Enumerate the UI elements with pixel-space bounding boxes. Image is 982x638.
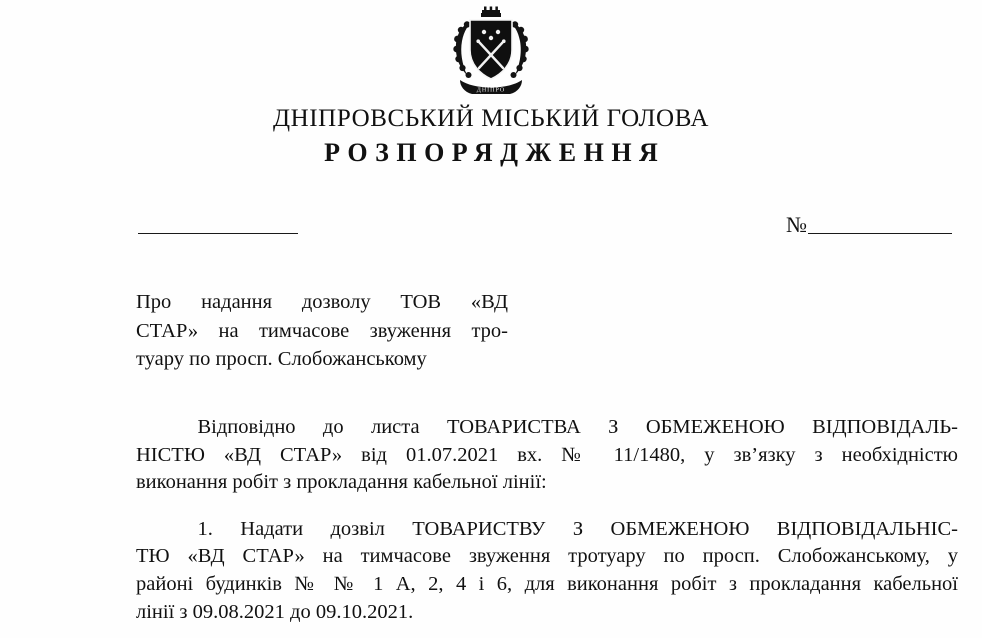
subject-line-3: туару по просп. Слобожанському (136, 348, 427, 370)
number-blank-line (808, 233, 952, 234)
paragraph-1-line-2: НІСТЮ «ВД СТАР» від 01.07.2021 вх. № 11/1480, у зв’язку з необхідністю (136, 443, 958, 466)
document-header (0, 104, 982, 170)
document-body (136, 414, 958, 626)
svg-text:ДНІПРО: ДНІПРО (476, 87, 506, 94)
date-blank-line (138, 233, 298, 234)
body-paragraph-1 (136, 414, 958, 497)
paragraph-1-line-1: Відповідно до листа ТОВАРИСТВА З ОБМЕЖЕНОЮ ВІДПОВІДАЛЬ- (136, 416, 958, 438)
document-subject (136, 288, 508, 374)
emblem-container (0, 6, 982, 98)
date-and-number-row (0, 214, 982, 244)
body-paragraph-2 (136, 516, 958, 626)
paragraph-2-line-4: лінії з 09.08.2021 до 09.10.2021. (136, 600, 414, 623)
paragraph-2-line-3: районі будинків № № 1 А, 2, 4 і 6, для виконання робіт з прокладання кабельної (136, 572, 958, 595)
subject-line-2: СТАР» на тимчасове звуження тро- (136, 319, 508, 342)
paragraph-2-line-1: 1. Надати дозвіл ТОВАРИСТВУ З ОБМЕЖЕНОЮ ВІДПОВІДАЛЬНІС- (136, 517, 958, 540)
paragraph-1-line-3: виконання робіт з прокладання кабельної лінії: (136, 471, 547, 494)
number-sign: № (786, 212, 807, 237)
coat-of-arms-icon (448, 6, 534, 98)
subject-line-1: Про надання дозволу ТОВ «ВД (136, 291, 508, 313)
paragraph-2-line-2: ТЮ «ВД СТАР» на тимчасове звуження тротуару по просп. Слобожанському, у (136, 545, 958, 568)
authority-title: ДНІПРОВСЬКИЙ МІСЬКИЙ ГОЛОВА (272, 105, 710, 132)
document-type-title: РОЗПОРЯДЖЕННЯ (324, 138, 666, 167)
number-group (786, 214, 952, 236)
